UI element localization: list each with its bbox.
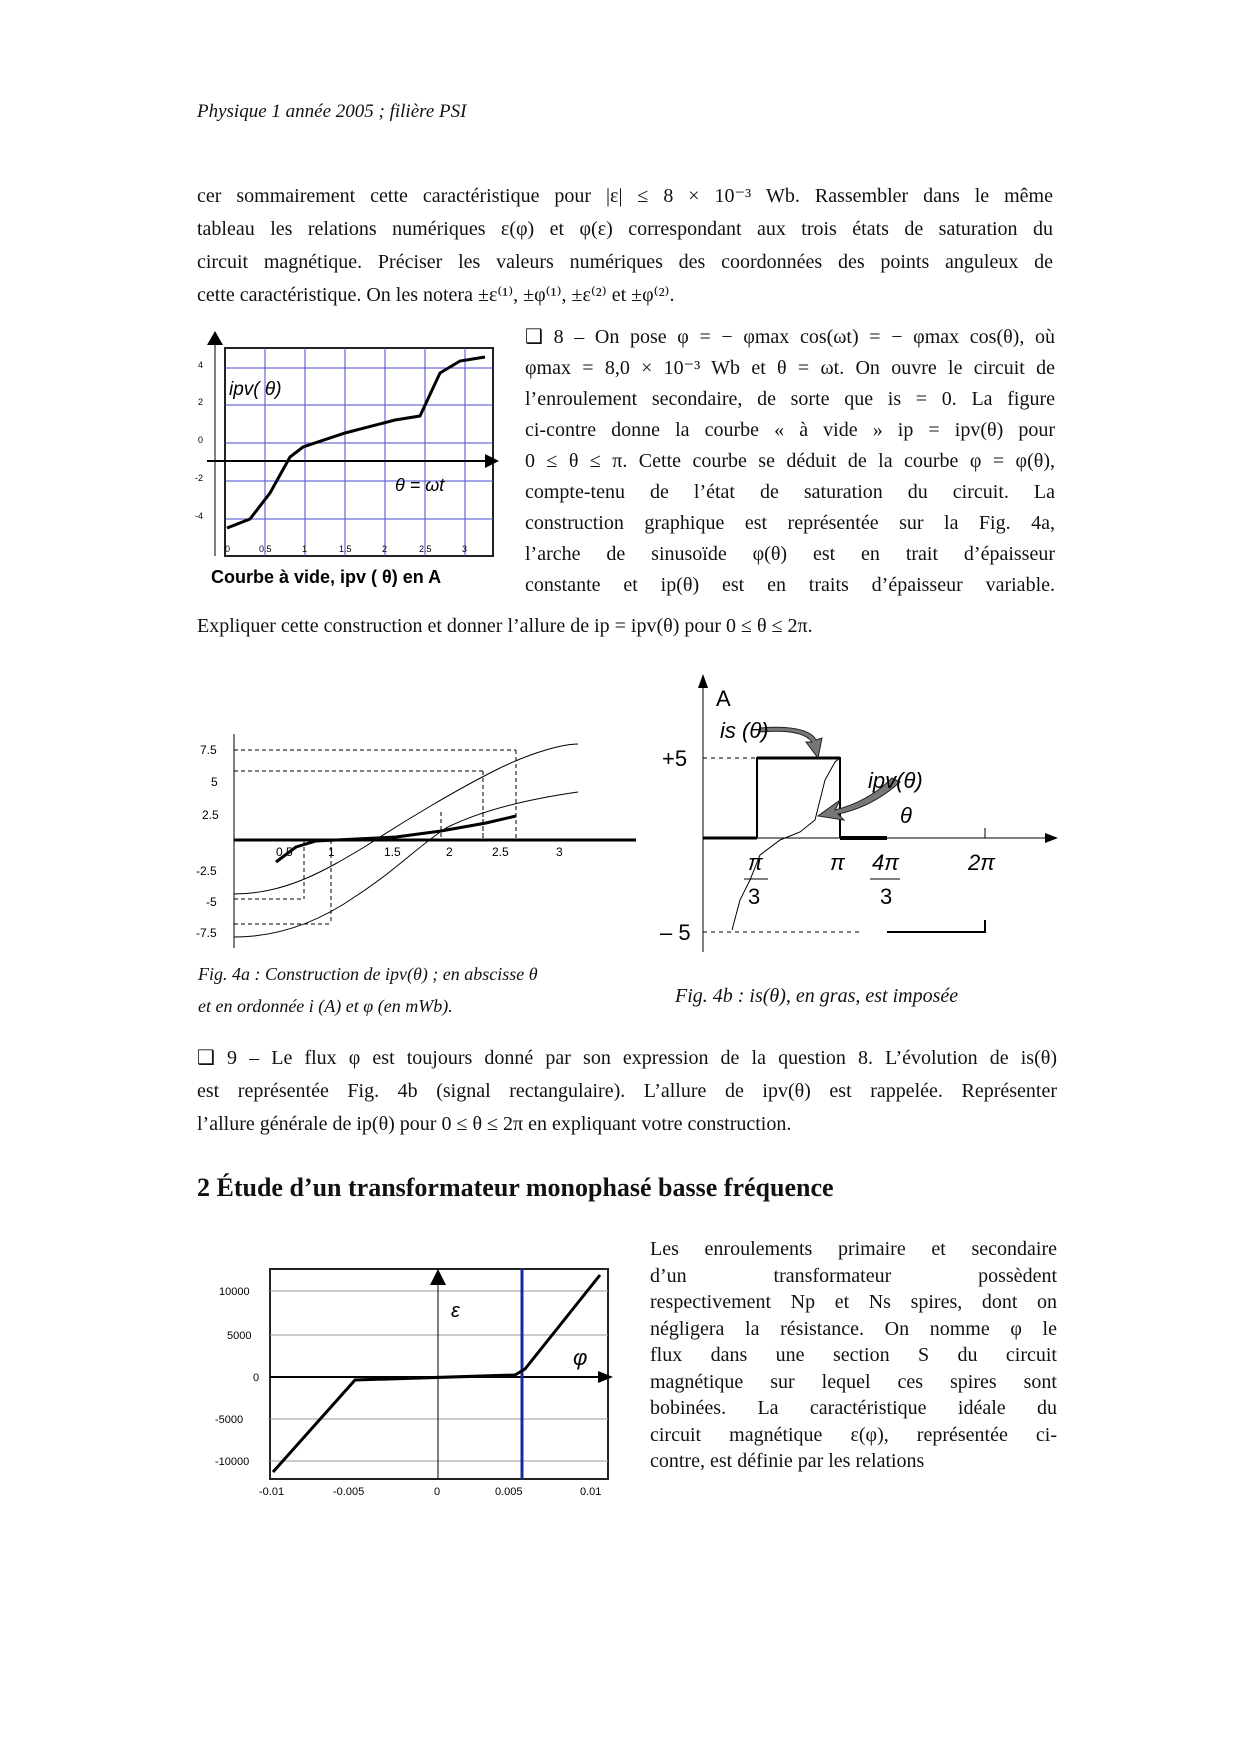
svg-text:5: 5 — [211, 775, 218, 789]
svg-text:0: 0 — [225, 544, 231, 554]
svg-text:0.5: 0.5 — [276, 845, 293, 859]
y-ticks — [195, 360, 203, 521]
svg-text:10000: 10000 — [219, 1286, 250, 1298]
text-line: ❑ 9 – Le flux φ est toujours donné par son expression de la question 8. L’évolution de is(θ) — [197, 1047, 1057, 1069]
intro-paragraph — [197, 180, 1053, 312]
text-line: ci-contre donne la courbe « à vide » ip = ipv(θ) pour — [525, 419, 1055, 441]
fig-4b — [660, 670, 1060, 970]
arrow-is-icon — [760, 727, 822, 758]
svg-text:-4: -4 — [195, 511, 204, 521]
svg-text:7.5: 7.5 — [200, 743, 217, 757]
question-8-conclusion — [197, 610, 1057, 643]
question-9 — [197, 1042, 1057, 1141]
svg-text:-5000: -5000 — [215, 1414, 244, 1426]
text-line: construction graphique est représentée sur la Fig. 4a, — [525, 512, 1055, 534]
svg-text:1.5: 1.5 — [339, 544, 352, 554]
axis-y-label: A — [716, 686, 731, 711]
svg-text:1: 1 — [302, 544, 308, 554]
y-label: ipv( θ) — [229, 379, 282, 400]
svg-text:2.5: 2.5 — [419, 544, 432, 554]
svg-text:-7.5: -7.5 — [196, 926, 217, 940]
4pi-over-3-num: 4π — [872, 850, 899, 875]
y-ticks — [215, 1286, 259, 1468]
svg-text:0.01: 0.01 — [580, 1486, 602, 1498]
svg-text:-10000: -10000 — [215, 1456, 250, 1468]
level-lines — [703, 758, 860, 932]
fig-4b-caption: Fig. 4b : is(θ), en gras, est imposée — [675, 985, 959, 1007]
minus5-label: – 5 — [660, 920, 691, 945]
text-line: l’allure générale de ip(θ) pour 0 ≤ θ ≤ 2π en expliquant votre construction. — [197, 1113, 792, 1135]
page-header: Physique 1 année 2005 ; filière PSI — [197, 101, 467, 122]
text-line: Les enroulements primaire et secondaire — [650, 1238, 1057, 1260]
x-label: θ = ωt — [395, 475, 445, 495]
svg-text:-5: -5 — [206, 895, 217, 909]
ipv-label: ipv(θ) — [868, 768, 923, 793]
section2-paragraph — [650, 1236, 1057, 1475]
svg-text:0: 0 — [198, 435, 204, 445]
text-line: cette caractéristique. On les notera ±ε⁽¹⁾, ±φ⁽¹⁾, ±ε⁽²⁾ et ±φ⁽²⁾. — [197, 284, 675, 306]
svg-text:3: 3 — [556, 845, 563, 859]
x-ticks — [276, 845, 563, 859]
figure-caption: Courbe à vide, ipv ( θ) en A — [211, 567, 442, 587]
x-label: φ — [573, 1345, 588, 1370]
phi-lower-curve — [234, 792, 578, 937]
svg-text:2.5: 2.5 — [202, 808, 219, 822]
plus5-label: +5 — [662, 746, 688, 771]
text-line: ❑ 8 – On pose φ = − φmax cos(ωt) = − φmax cos(θ), où — [525, 326, 1055, 348]
svg-text:-2: -2 — [195, 473, 204, 483]
text-line: 0 ≤ θ ≤ π. Cette courbe se déduit de la courbe φ = φ(θ), — [525, 450, 1055, 472]
text-line: circuit magnétique ε(φ), représentée ci- — [650, 1423, 1057, 1446]
svg-text:5000: 5000 — [227, 1330, 252, 1342]
text-line: l’enroulement secondaire, de sorte que is = 0. La figure — [525, 388, 1055, 410]
text-line: cer sommairement cette caractéristique pour |ε| ≤ 8 × 10⁻³ Wb. Rassembler dans le même — [197, 185, 1053, 207]
x-ticks — [259, 1486, 601, 1498]
text-line: φmax = 8,0 × 10⁻³ Wb et θ = ωt. On ouvre le circuit de — [525, 357, 1055, 379]
phi-upper-curve — [234, 744, 578, 894]
svg-text:2: 2 — [198, 397, 204, 407]
text-line: respectivement Np et Ns spires, dont on — [650, 1291, 1057, 1313]
svg-text:4: 4 — [198, 360, 204, 370]
svg-text:1: 1 — [328, 845, 335, 859]
svg-text:1.5: 1.5 — [384, 845, 401, 859]
y-ticks — [196, 743, 219, 940]
pi-over-3-den: 3 — [748, 884, 761, 909]
text-line: contre, est définie par les relations — [650, 1450, 925, 1472]
y-axis-arrow-icon — [698, 674, 708, 688]
theta-label: θ — [900, 803, 912, 828]
text-line: négligera la résistance. On nomme φ le — [650, 1317, 1057, 1340]
fig-4a — [196, 720, 646, 950]
x-axis-arrow-icon — [1045, 833, 1058, 843]
text-line: est représentée Fig. 4b (signal rectangulaire). L’allure de ipv(θ) est rappelée. Représenter — [197, 1080, 1057, 1102]
fig-4a-caption: Fig. 4a : Construction de ipv(θ) ; en abscisse θ et en ordonnée i (A) et φ (en mWb). — [198, 964, 538, 1016]
question-8 — [525, 322, 1055, 601]
text-line: circuit magnétique. Préciser les valeurs numériques des coordonnées des points anguleux de — [197, 251, 1053, 273]
svg-text:3: 3 — [462, 544, 468, 554]
2pi-label: 2π — [968, 850, 995, 875]
svg-text:2.5: 2.5 — [492, 845, 509, 859]
plot-frame — [270, 1269, 608, 1479]
text-line: d’un transformateur possèdent — [650, 1264, 1057, 1287]
svg-text:-0.005: -0.005 — [333, 1486, 365, 1498]
svg-text:2: 2 — [382, 544, 388, 554]
text-line: bobinées. La caractéristique idéale du — [650, 1397, 1057, 1419]
pi-label: π — [830, 850, 845, 875]
text-line: magnétique sur lequel ces spires sont — [650, 1370, 1057, 1393]
is-low — [887, 920, 985, 932]
svg-text:-2.5: -2.5 — [196, 864, 217, 878]
svg-text:0: 0 — [253, 1372, 260, 1384]
text-line: Expliquer cette construction et donner l’allure de ip = ipv(θ) pour 0 ≤ θ ≤ 2π. — [197, 615, 813, 637]
section-title: 2 Étude d’un transformateur monophasé basse fréquence — [197, 1173, 834, 1202]
text-line: tableau les relations numériques ε(φ) et φ(ε) correspondant aux trois états de saturation du — [197, 218, 1053, 240]
svg-text:0.005: 0.005 — [495, 1486, 523, 1498]
svg-text:0.5: 0.5 — [259, 544, 272, 554]
svg-text:2: 2 — [446, 845, 453, 859]
eps-phi-figure — [215, 1265, 615, 1505]
x-ticks — [225, 544, 467, 554]
text-line: constante et ip(θ) est en traits d’épaisseur variable. — [525, 574, 1055, 596]
y-axis-arrow-icon — [207, 331, 223, 345]
is-signal — [757, 758, 840, 838]
y-label: ε — [451, 1300, 460, 1322]
text-line: compte-tenu de l’état de saturation du circuit. La — [525, 481, 1055, 503]
pi-over-3-num: π — [748, 850, 763, 875]
text-line: flux dans une section S du circuit — [650, 1344, 1057, 1366]
svg-text:-0.01: -0.01 — [259, 1486, 285, 1498]
svg-text:0: 0 — [434, 1486, 441, 1498]
text-line: l’arche de sinusoïde φ(θ) est en trait d’épaisseur — [525, 543, 1055, 565]
4pi-over-3-den: 3 — [880, 884, 893, 909]
is-label: is (θ) — [720, 718, 769, 743]
ipv-curve-figure — [195, 323, 505, 588]
